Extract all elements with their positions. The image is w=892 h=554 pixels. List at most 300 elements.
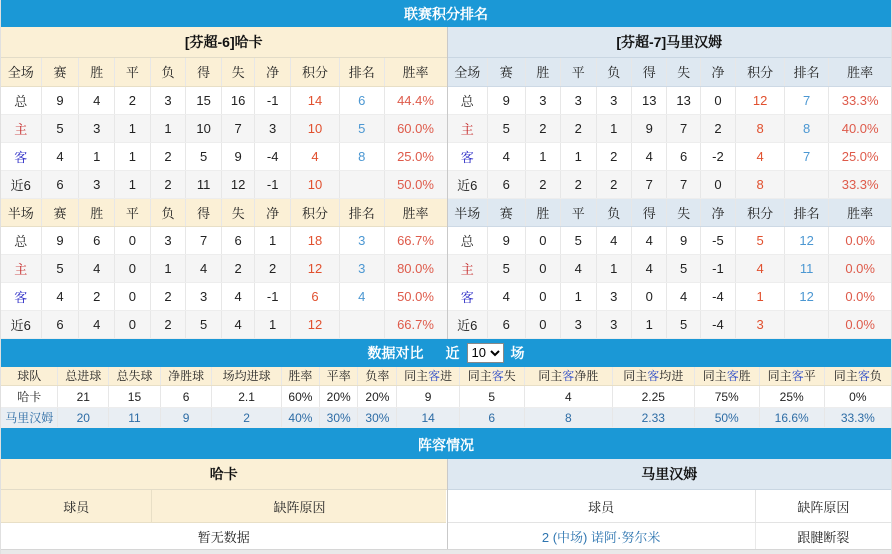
stat-cell: 1: [561, 282, 596, 310]
lineup-panel-away: [447, 459, 892, 549]
stat-cell: 12: [784, 282, 828, 310]
stat-cell: 12: [290, 310, 339, 338]
stat-cell: 2: [79, 282, 115, 310]
stat-cell: 2: [221, 254, 254, 282]
stat-cell: 14: [290, 86, 339, 114]
stat-column-header: 胜率: [829, 58, 891, 86]
stat-cell: 8: [736, 114, 785, 142]
stat-cell: 3: [596, 282, 631, 310]
comparison-section-header: [1, 339, 891, 367]
stats-row: [1, 114, 447, 142]
stat-cell: 2: [150, 170, 186, 198]
stat-cell: 0: [525, 226, 560, 254]
stat-column-header: 净: [700, 198, 735, 226]
stat-cell: [784, 170, 828, 198]
stat-cell: 4: [79, 310, 115, 338]
comparison-cell: 2: [212, 408, 281, 428]
away-team-column: [447, 27, 892, 339]
stat-cell: 6: [290, 282, 339, 310]
stat-cell: 4: [632, 254, 667, 282]
stat-cell: 客: [448, 282, 488, 310]
standings-title: 联赛积分排名: [404, 5, 488, 22]
stat-cell: [784, 310, 828, 338]
stat-cell: 3: [186, 282, 222, 310]
stat-column-header: 排名: [339, 198, 384, 226]
stats-row: [448, 254, 892, 282]
stat-cell: 10: [186, 114, 222, 142]
stat-cell: 9: [667, 226, 700, 254]
stat-cell: 3: [339, 226, 384, 254]
stat-cell: 6: [487, 170, 525, 198]
stat-cell: 1: [150, 114, 186, 142]
lineup-away-team: 马里汉姆: [448, 459, 892, 490]
stat-cell: 主: [448, 254, 488, 282]
stat-cell: 0: [115, 310, 151, 338]
stat-cell: 12: [736, 86, 785, 114]
recent-label: 近: [445, 344, 460, 361]
comparison-row: [1, 386, 891, 408]
stat-cell: 4: [339, 282, 384, 310]
stat-cell: 4: [79, 86, 115, 114]
stat-cell: 总: [448, 226, 488, 254]
stat-column-header: 净: [700, 58, 735, 86]
lineup-title: 阵容情况: [418, 437, 474, 453]
stat-cell: 近6: [1, 170, 41, 198]
stat-cell: 10: [290, 170, 339, 198]
comparison-column-header: 同主客进: [397, 367, 459, 386]
comparison-cell: 6: [160, 386, 212, 408]
stat-cell: 3: [79, 170, 115, 198]
recent-games-select[interactable]: [467, 343, 504, 363]
stat-cell: -1: [255, 86, 291, 114]
stat-column-header: 积分: [290, 58, 339, 86]
stat-cell: 12: [221, 170, 254, 198]
stat-cell: 0.0%: [829, 254, 891, 282]
stat-cell: 66.7%: [384, 226, 446, 254]
stat-column-header: 胜率: [384, 198, 446, 226]
stat-column-header: 失: [667, 58, 700, 86]
stat-column-header: 胜: [525, 58, 560, 86]
standings-section-header: [1, 0, 891, 27]
stat-cell: 2: [596, 170, 631, 198]
stat-cell: 1: [736, 282, 785, 310]
comparison-column-header: 同主客失: [459, 367, 524, 386]
comparison-cell: 40%: [281, 408, 319, 428]
stat-cell: 3: [525, 86, 560, 114]
comparison-cell: 4: [524, 386, 612, 408]
stat-cell: 5: [339, 114, 384, 142]
stat-cell: 2: [150, 282, 186, 310]
comparison-column-header: 同主客均进: [612, 367, 694, 386]
stat-cell: 6: [41, 170, 79, 198]
stat-cell: 近6: [448, 170, 488, 198]
stat-cell: 4: [596, 226, 631, 254]
stat-cell: 4: [632, 142, 667, 170]
stat-cell: 0.0%: [829, 282, 891, 310]
comparison-column-header: 胜率: [281, 367, 319, 386]
comparison-header-row: [1, 367, 891, 386]
stats-row: [1, 170, 447, 198]
home-team-title: [芬超-6]哈卡: [1, 27, 447, 58]
stat-column-header: 平: [561, 198, 596, 226]
stat-cell: 主: [1, 114, 41, 142]
stats-header-row: [448, 58, 892, 86]
stat-cell: 2: [150, 142, 186, 170]
stats-row: [1, 142, 447, 170]
stat-column-header: 胜: [525, 198, 560, 226]
stat-cell: 3: [339, 254, 384, 282]
comparison-column-header: 同主客平: [759, 367, 824, 386]
comparison-cell: 33.3%: [824, 408, 891, 428]
stat-column-header: 负: [596, 58, 631, 86]
player-column-header: 球员: [1, 490, 152, 523]
comparison-cell: 20: [58, 408, 109, 428]
stat-cell: 7: [221, 114, 254, 142]
stat-cell: 3: [596, 310, 631, 338]
lineup-away-player-row: [448, 523, 892, 549]
stat-cell: 3: [79, 114, 115, 142]
comparison-table: [1, 367, 891, 429]
stat-cell: 33.3%: [829, 86, 891, 114]
stat-cell: 1: [632, 310, 667, 338]
stat-cell: 0.0%: [829, 226, 891, 254]
stat-cell: 1: [115, 114, 151, 142]
games-label: 场: [510, 344, 525, 361]
stat-cell: 近6: [1, 310, 41, 338]
stat-cell: 50.0%: [384, 170, 446, 198]
stat-cell: 4: [667, 282, 700, 310]
stat-cell: 9: [487, 226, 525, 254]
stat-cell: 11: [186, 170, 222, 198]
stat-cell: 7: [667, 170, 700, 198]
stat-cell: 6: [667, 142, 700, 170]
lineup-away-header-row: [448, 490, 892, 523]
stat-cell: 9: [221, 142, 254, 170]
stats-header-row: [1, 198, 447, 226]
stat-cell: 4: [736, 142, 785, 170]
stat-cell: 主: [1, 254, 41, 282]
stats-row: [1, 254, 447, 282]
comparison-cell: 30%: [320, 408, 358, 428]
stat-column-header: 净: [255, 58, 291, 86]
stat-cell: 7: [784, 86, 828, 114]
stat-cell: 0: [115, 226, 151, 254]
stat-cell: 2: [596, 142, 631, 170]
stat-column-header: 得: [186, 198, 222, 226]
stat-cell: 6: [487, 310, 525, 338]
stat-cell: 5: [186, 142, 222, 170]
comparison-cell: 25%: [759, 386, 824, 408]
stat-cell: -4: [255, 142, 291, 170]
comparison-cell: 9: [397, 386, 459, 408]
stat-cell: 60.0%: [384, 114, 446, 142]
stat-column-header: 胜: [79, 198, 115, 226]
stat-column-header: 排名: [784, 58, 828, 86]
comparison-cell: 11: [109, 408, 161, 428]
stat-cell: 1: [561, 142, 596, 170]
stat-cell: 4: [487, 282, 525, 310]
lineup-home-team: 哈卡: [1, 459, 447, 490]
stats-row: [448, 282, 892, 310]
comparison-column-header: 净胜球: [160, 367, 212, 386]
stat-cell: 4: [186, 254, 222, 282]
stats-row: [1, 282, 447, 310]
stat-column-header: 得: [632, 198, 667, 226]
stat-cell: 9: [632, 114, 667, 142]
stat-cell: 8: [784, 114, 828, 142]
comparison-cell: 20%: [358, 386, 397, 408]
stat-cell: 6: [79, 226, 115, 254]
comparison-cell: 5: [459, 386, 524, 408]
stat-column-header: 全场: [1, 58, 41, 86]
stats-row: [448, 226, 892, 254]
stat-cell: 1: [115, 142, 151, 170]
stat-cell: 5: [487, 254, 525, 282]
stat-cell: [339, 310, 384, 338]
stat-cell: 5: [41, 254, 79, 282]
stat-cell: 5: [667, 254, 700, 282]
stats-row: [1, 86, 447, 114]
stat-cell: 18: [290, 226, 339, 254]
stat-cell: 9: [41, 226, 79, 254]
stat-cell: 16: [221, 86, 254, 114]
stat-cell: 4: [487, 142, 525, 170]
stat-cell: 5: [487, 114, 525, 142]
stat-column-header: 得: [632, 58, 667, 86]
stat-cell: 3: [255, 114, 291, 142]
stats-header-row: [1, 58, 447, 86]
stat-column-header: 胜率: [829, 198, 891, 226]
stat-cell: 5: [667, 310, 700, 338]
stat-column-header: 胜: [79, 58, 115, 86]
stat-cell: 33.3%: [829, 170, 891, 198]
stat-column-header: 赛: [41, 58, 79, 86]
stat-column-header: 负: [596, 198, 631, 226]
stat-cell: 1: [255, 310, 291, 338]
comparison-cell: 15: [109, 386, 161, 408]
comparison-column-header: 总进球: [58, 367, 109, 386]
stat-cell: 1: [150, 254, 186, 282]
lineup-home-empty-message: 暂无数据: [197, 529, 250, 545]
stat-cell: 7: [784, 142, 828, 170]
stat-cell: 总: [448, 86, 488, 114]
comparison-cell: 60%: [281, 386, 319, 408]
stats-row: [448, 86, 892, 114]
stat-cell: 客: [448, 142, 488, 170]
stat-column-header: 负: [150, 58, 186, 86]
stats-row: [448, 170, 892, 198]
home-team-column: [1, 27, 447, 339]
stat-cell: 客: [1, 142, 41, 170]
stat-column-header: 积分: [736, 198, 785, 226]
stat-cell: 25.0%: [829, 142, 891, 170]
stat-column-header: 排名: [784, 198, 828, 226]
stat-cell: 5: [561, 226, 596, 254]
stats-row: [448, 142, 892, 170]
player-column-header: 球员: [448, 490, 756, 523]
absence-reason-column-header: 缺阵原因: [152, 490, 446, 523]
stat-column-header: 赛: [487, 198, 525, 226]
stat-cell: 7: [632, 170, 667, 198]
comparison-cell: 20%: [320, 386, 358, 408]
stat-column-header: 失: [221, 58, 254, 86]
comparison-cell: 8: [524, 408, 612, 428]
comparison-column-header: 同主客负: [824, 367, 891, 386]
comparison-cell: 21: [58, 386, 109, 408]
standings-table-left: [1, 58, 447, 339]
stat-cell: 5: [186, 310, 222, 338]
stat-cell: 5: [736, 226, 785, 254]
stat-column-header: 失: [667, 198, 700, 226]
stat-column-header: 半场: [448, 198, 488, 226]
stat-cell: 0: [115, 282, 151, 310]
stat-column-header: 失: [221, 198, 254, 226]
stat-cell: 1: [596, 114, 631, 142]
comparison-column-header: 总失球: [109, 367, 161, 386]
stat-cell: 8: [736, 170, 785, 198]
comparison-cell: 16.6%: [759, 408, 824, 428]
stat-cell: 2: [255, 254, 291, 282]
lineup-section-header: [1, 431, 891, 459]
stat-cell: 1: [525, 142, 560, 170]
stat-cell: 15: [186, 86, 222, 114]
stat-column-header: 负: [150, 198, 186, 226]
stat-cell: 1: [79, 142, 115, 170]
stats-row: [1, 310, 447, 338]
stat-cell: 2: [561, 170, 596, 198]
comparison-cell: 75%: [694, 386, 759, 408]
comparison-column-header: 场均进球: [212, 367, 281, 386]
stat-cell: 10: [290, 114, 339, 142]
stat-cell: 4: [41, 142, 79, 170]
stat-column-header: 净: [255, 198, 291, 226]
comparison-column-header: 负率: [358, 367, 397, 386]
stat-cell: 0: [115, 254, 151, 282]
stats-row: [448, 114, 892, 142]
stat-cell: 0.0%: [829, 310, 891, 338]
stat-cell: 6: [41, 310, 79, 338]
stat-column-header: 胜率: [384, 58, 446, 86]
stat-cell: 4: [736, 254, 785, 282]
absence-reason: 跟腱断裂: [797, 529, 850, 545]
stat-cell: 3: [150, 226, 186, 254]
stat-cell: [339, 170, 384, 198]
comparison-cell: 6: [459, 408, 524, 428]
comparison-column-header: 平率: [320, 367, 358, 386]
stat-cell: 2: [150, 310, 186, 338]
stat-cell: 近6: [448, 310, 488, 338]
comparison-cell: 50%: [694, 408, 759, 428]
stat-cell: 13: [632, 86, 667, 114]
stat-cell: 6: [339, 86, 384, 114]
lineup-panel-home: [1, 459, 447, 549]
stat-cell: 4: [290, 142, 339, 170]
stat-column-header: 半场: [1, 198, 41, 226]
footer-strip: [1, 549, 891, 554]
stat-cell: 主: [448, 114, 488, 142]
stat-column-header: 积分: [736, 58, 785, 86]
stat-cell: 2: [525, 170, 560, 198]
stat-cell: 12: [784, 226, 828, 254]
stat-column-header: 赛: [41, 198, 79, 226]
stat-cell: 66.7%: [384, 310, 446, 338]
player-name[interactable]: 2 (中场) 诺阿·努尔米: [448, 523, 756, 549]
stat-cell: 40.0%: [829, 114, 891, 142]
comparison-cell: 2.25: [612, 386, 694, 408]
lineup-home-header-row: [1, 490, 447, 523]
stat-cell: 4: [41, 282, 79, 310]
stat-cell: 2: [700, 114, 735, 142]
absence-reason-column-header: 缺阵原因: [756, 490, 891, 523]
stat-cell: 0: [700, 86, 735, 114]
stat-column-header: 赛: [487, 58, 525, 86]
stats-row: [1, 226, 447, 254]
stat-cell: -4: [700, 310, 735, 338]
stat-cell: -1: [255, 170, 291, 198]
stat-cell: 总: [1, 226, 41, 254]
comparison-title: 数据对比: [367, 344, 424, 361]
stat-cell: 3: [561, 86, 596, 114]
stat-cell: 50.0%: [384, 282, 446, 310]
stat-column-header: 积分: [290, 198, 339, 226]
stat-cell: 8: [339, 142, 384, 170]
stat-cell: -5: [700, 226, 735, 254]
stat-cell: 2: [115, 86, 151, 114]
comparison-column-header: 同主客胜: [694, 367, 759, 386]
stats-header-row: [448, 198, 892, 226]
stat-cell: 7: [667, 114, 700, 142]
stat-column-header: 排名: [339, 58, 384, 86]
stat-cell: 2: [525, 114, 560, 142]
comparison-cell: 30%: [358, 408, 397, 428]
comparison-cell: 马里汉姆: [1, 408, 58, 428]
stat-column-header: 全场: [448, 58, 488, 86]
stat-cell: 1: [115, 170, 151, 198]
stat-cell: 客: [1, 282, 41, 310]
away-team-title: [芬超-7]马里汉姆: [448, 27, 892, 58]
stat-cell: 13: [667, 86, 700, 114]
stat-cell: 3: [561, 310, 596, 338]
comparison-cell: 2.33: [612, 408, 694, 428]
stat-cell: 总: [1, 86, 41, 114]
stat-cell: 12: [290, 254, 339, 282]
lineup-panels: [1, 459, 891, 549]
stat-cell: 7: [186, 226, 222, 254]
stat-cell: 3: [596, 86, 631, 114]
stat-column-header: 得: [186, 58, 222, 86]
stat-cell: 5: [41, 114, 79, 142]
stat-cell: 4: [79, 254, 115, 282]
comparison-cell: 2.1: [212, 386, 281, 408]
stat-cell: 0: [700, 170, 735, 198]
stat-cell: 0: [525, 310, 560, 338]
stat-cell: 3: [150, 86, 186, 114]
stat-cell: 80.0%: [384, 254, 446, 282]
stat-cell: 4: [221, 282, 254, 310]
stat-cell: 3: [736, 310, 785, 338]
stat-cell: 9: [487, 86, 525, 114]
stat-cell: 44.4%: [384, 86, 446, 114]
stat-cell: 0: [525, 282, 560, 310]
comparison-row: [1, 408, 891, 428]
comparison-column-header: 同主客净胜: [524, 367, 612, 386]
comparison-cell: 14: [397, 408, 459, 428]
stat-column-header: 平: [561, 58, 596, 86]
standings-columns: [1, 27, 891, 339]
stat-cell: 4: [561, 254, 596, 282]
comparison-cell: 0%: [824, 386, 891, 408]
stat-cell: 1: [255, 226, 291, 254]
